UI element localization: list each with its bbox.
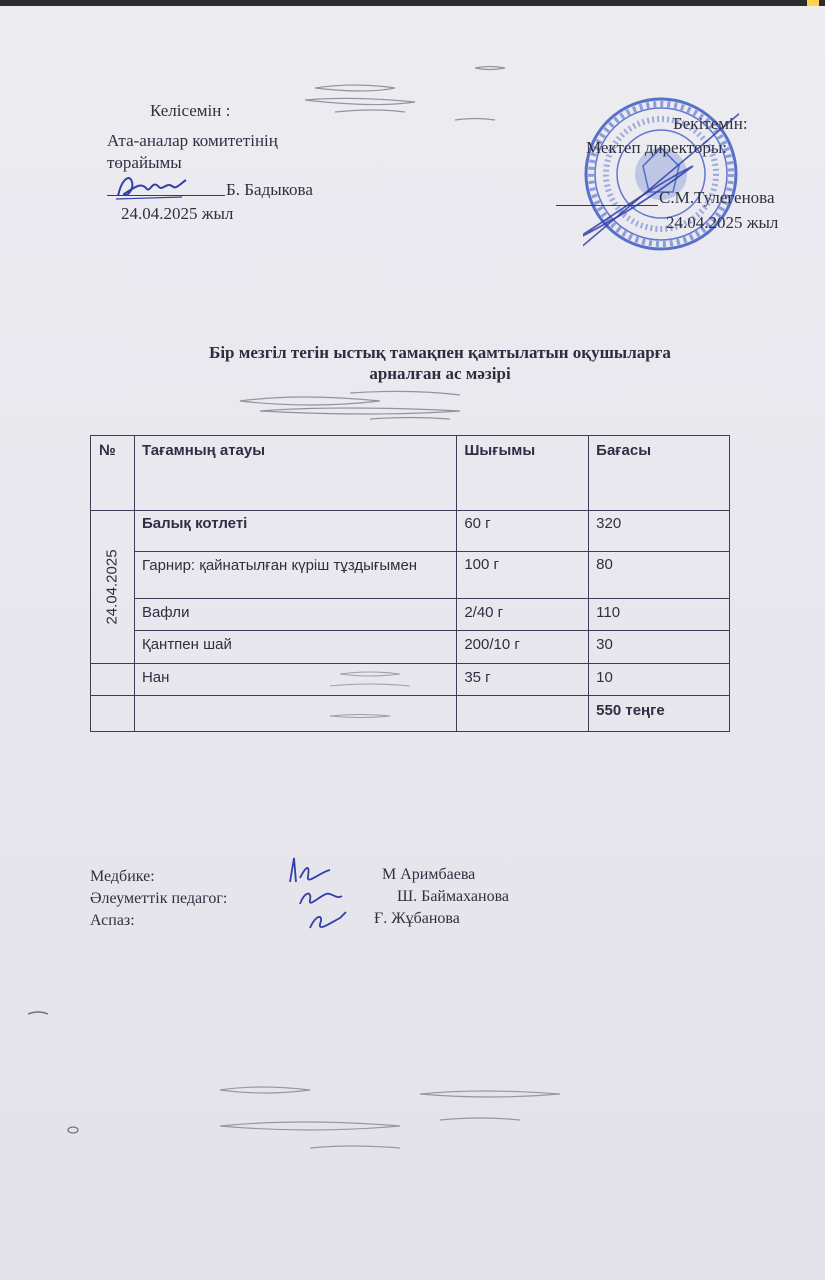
table-row [91,631,730,664]
dish-yield: 2/40 г [457,599,589,631]
dish-price: 30 [589,631,730,664]
cook-label: Аспаз: [90,912,135,929]
committee-line2: төрайымы [107,153,182,172]
table-row [91,664,730,696]
dish-name: Нан [134,664,456,696]
document-title-line2: арналған ас мәзірі [369,364,511,383]
approved-label: Бекітемін: [673,114,748,133]
header-dish-name: Тағамның атауы [134,436,456,511]
table-row [91,599,730,631]
dish-yield: 100 г [457,552,589,599]
committee-line1: Ата-аналар комитетінің [107,131,278,150]
committee-chair-name: Б. Бадыкова [226,180,313,199]
dish-price: 80 [589,552,730,599]
social-pedagogue-label: Әлеуметтік педагог: [90,890,228,907]
dish-name: Қантпен шай [134,631,456,664]
right-signature-line [556,205,658,206]
dish-yield: 200/10 г [457,631,589,664]
footer-handwritten-signatures [280,852,370,942]
table-header-row [91,436,730,511]
agreed-label: Келісемін : [150,101,231,120]
right-date: 24.04.2025 жыл [666,213,779,232]
top-edge [0,0,825,6]
menu-date: 24.04.2025 [103,549,121,625]
header-yield: Шығымы [457,436,589,511]
dish-name: Вафли [134,599,456,631]
print-smudge [230,385,530,425]
print-smudge [200,1070,580,1170]
dish-yield: 60 г [457,511,589,552]
table-row [91,511,730,552]
left-signature-line [107,195,225,196]
table-row [91,552,730,599]
dish-price: 110 [589,599,730,631]
print-smudge [26,1008,50,1020]
dish-price: 320 [589,511,730,552]
director-name: С.М.Тулегенова [659,188,775,207]
dish-name: Балық котлеті [134,511,456,552]
nurse-label: Медбике: [90,868,155,885]
print-smudge [295,58,515,138]
director-position: Мектеп директоры: [586,138,727,157]
left-date: 24.04.2025 жыл [121,204,234,223]
header-number: № [91,436,135,511]
document-title-line1: Бір мезгіл тегін ыстық тамақпен қамтылатын оқушыларға [209,343,671,362]
dish-yield: 35 г [457,664,589,696]
social-pedagogue-name: Ш. Баймаханова [397,888,510,905]
date-cell [91,511,135,664]
total-price: 550 теңге [589,696,730,732]
dish-name: Гарнир: қайнатылған күріш тұздығымен [134,552,456,599]
left-handwritten-signature [112,168,192,204]
print-smudge [66,1124,80,1136]
dish-price: 10 [589,664,730,696]
menu-table [90,435,730,732]
cook-name: Ғ. Жұбанова [374,910,460,927]
header-price: Бағасы [589,436,730,511]
table-total-row [91,696,730,732]
nurse-name: М Аримбаева [382,866,476,883]
